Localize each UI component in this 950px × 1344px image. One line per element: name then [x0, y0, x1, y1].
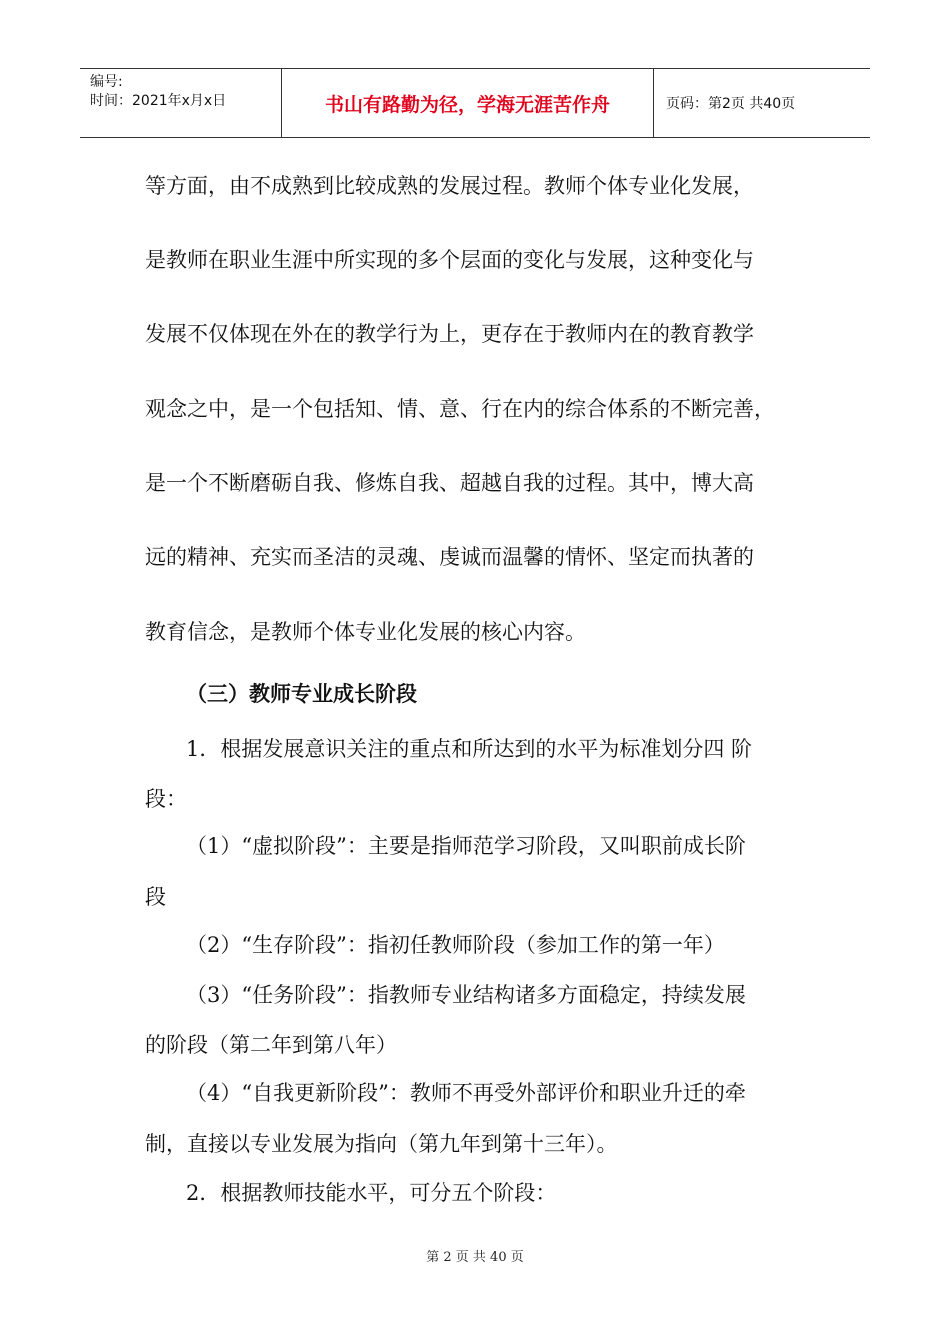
- body-line: 是一个不断磨砺自我、修炼自我、超越自我的过程。其中，博大高: [145, 471, 754, 495]
- list-line: （4）“自我更新阶段”：教师不再受外部评价和职业升迁的牵: [186, 1081, 746, 1105]
- header-motto: 书山有路勤为径，学海无涯苦作舟: [282, 69, 654, 137]
- body-line: 等方面，由不成熟到比较成熟的发展过程。教师个体专业化发展，: [145, 174, 754, 198]
- list-line: 1．根据发展意识关注的重点和所达到的水平为标准划分四 阶: [186, 737, 753, 761]
- body-line: 观念之中，是一个包括知、情、意、行在内的综合体系的不断完善，: [145, 397, 775, 421]
- section-heading: （三）教师专业成长阶段: [186, 682, 417, 706]
- body-line: 是教师在职业生涯中所实现的多个层面的变化与发展，这种变化与: [145, 248, 754, 272]
- list-line: 段：: [145, 787, 187, 811]
- list-line: 的阶段（第二年到第八年）: [145, 1033, 397, 1057]
- header-meta: [80, 69, 282, 137]
- header-page-info: 页码：第2页 共40页: [666, 96, 796, 112]
- body-line: 发展不仅体现在外在的教学行为上，更存在于教师内在的教育教学: [145, 322, 754, 346]
- list-line: （3）“任务阶段”：指教师专业结构诸多方面稳定，持续发展: [186, 983, 746, 1007]
- page-footer: 第 2 页 共 40 页: [426, 1250, 524, 1265]
- list-line: （1）“虚拟阶段”：主要是指师范学习阶段，又叫职前成长阶: [186, 834, 746, 858]
- body-line: 教育信念，是教师个体专业化发展的核心内容。: [145, 620, 586, 644]
- page-header: [80, 68, 870, 138]
- document-number: 编号:: [90, 74, 123, 90]
- list-line: （2）“生存阶段”：指初任教师阶段（参加工作的第一年）: [186, 933, 725, 957]
- list-line: 制，直接以专业发展为指向（第九年到第十三年）。: [145, 1132, 618, 1156]
- document-date: 时间：2021年x月x日: [90, 93, 227, 109]
- body-line: 远的精神、充实而圣洁的灵魂、虔诚而温馨的情怀、坚定而执著的: [145, 545, 754, 569]
- list-line: 段: [145, 885, 166, 909]
- list-line: 2．根据教师技能水平，可分五个阶段：: [186, 1181, 557, 1205]
